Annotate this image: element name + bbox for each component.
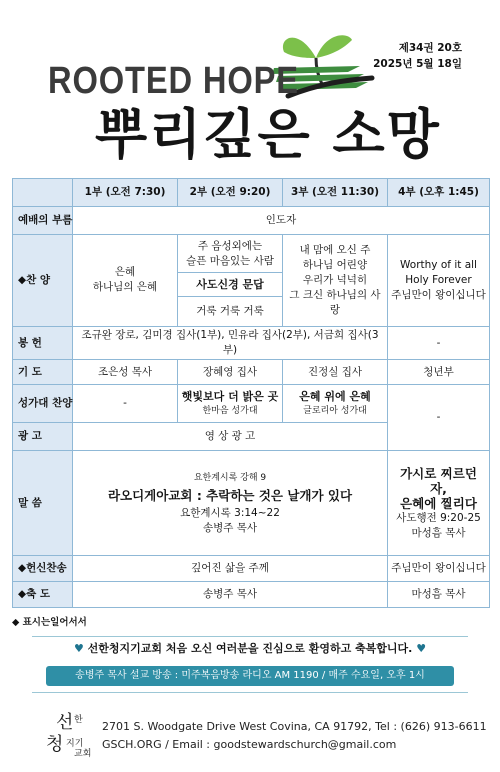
sermon-series: 요한계시록 강해 9 [193,472,267,483]
choir-service-3 [283,384,388,423]
row-label-announcements: 광 고 [13,423,73,451]
stand-marker-icon: ◆ [12,617,23,628]
worship-order-table [12,178,490,608]
logo-char: 한 [74,715,83,725]
table-row-benediction [13,582,490,608]
stand-marker-icon: ◆ [18,562,27,575]
hymn-line: Worthy of it all [400,258,477,271]
column-header-service-3: 3부 (오전 11:30) [283,179,388,207]
logo-char: 교회 [74,749,92,759]
hymn-service-2-holy: 거룩 거룩 거룩 [178,296,283,326]
sermon-4-title: 가시로 찌르던 자, [400,465,477,496]
broadcast-banner: 송병주 목사 설교 방송 : 미주복음방송 라디오 AM 1190 / 매주 수요일, 오후 1시 [46,666,454,686]
bulletin-header [0,0,500,172]
church-web-email: GSCH.ORG / Email : goodstewardschurch@gmail.com [102,738,397,751]
title-english: ROOTED HOPE [48,60,299,102]
sermon-scripture: 요한계시록 3:14~22 [180,506,280,519]
call-value: 인도자 [73,206,490,234]
sermon-main [73,451,388,556]
divider [32,636,468,637]
hymn-line: Holy Forever [405,273,472,286]
table-row-hymn [13,234,490,273]
prayer-service-3: 진정실 집사 [283,360,388,385]
table-row-prayer [13,360,490,385]
offering-service-4: - [388,326,490,359]
creed-qa: 사도신경 문답 [178,273,283,297]
sermon-4-scripture: 사도행전 9:20-25 [396,511,481,524]
choir-song-title: 햇빛보다 더 밝은 곳 [181,389,279,403]
row-label-offering-service: 봉 헌 [13,326,73,359]
title-korean: 뿌리깊은 소망 [95,103,441,166]
heart-icon: ♥ [73,642,84,655]
sermon-preacher: 송병주 목사 [202,521,258,534]
stand-marker-icon: ◆ [18,273,27,286]
column-header-service-1: 1부 (오전 7:30) [73,179,178,207]
choir-name: 글로리아 성가대 [303,405,367,416]
sermon-4-preacher: 마성흠 목사 [411,526,466,539]
choir-service-2 [178,384,283,423]
hymn-line: 하나님 어린양 [302,258,368,271]
hymn-service-1 [73,234,178,326]
hymn-line: 그 크신 하나님의 사랑 [289,288,381,316]
table-corner-cell [13,179,73,207]
benediction-value: 송병주 목사 [73,582,388,608]
hymn-label-text: 찬 양 [26,273,51,286]
choir-song-title: 은혜 위에 은혜 [299,389,371,403]
row-label-choir: 성가대 찬양 [13,384,73,423]
prayer-service-2: 장혜영 집사 [178,360,283,385]
table-row-offering-service [13,326,490,359]
column-header-service-2: 2부 (오전 9:20) [178,179,283,207]
benediction-label-text: 축 도 [26,588,51,601]
hymn-service-2-songs [178,234,283,273]
row-label-call: 예배의 부름 [13,206,73,234]
welcome-text: 선한청지기교회 처음 오신 여러분을 진심으로 환영하고 축복합니다. [87,642,413,655]
contact-info [102,718,487,754]
volume-number: 제34권 20호 [398,42,462,54]
row-label-dedication [13,556,73,582]
dedication-service-4: 주님만이 왕이십니다 [388,556,490,582]
hymn-line: 은혜 [114,266,136,279]
row-label-sermon: 말 씀 [13,451,73,556]
church-address: 2701 S. Woodgate Drive West Covina, CA 91792, Tel : (626) 913-6611 [102,720,487,733]
hymn-service-3 [283,234,388,326]
sermon-title: 라오디게아교회 : 추락하는 것은 날개가 있다 [107,487,353,503]
stand-footnote [12,614,87,628]
logo-char: 지기 [66,739,84,749]
dedication-value: 깊어진 삶을 주께 [73,556,388,582]
hymn-line: 주 음성외에는 [197,239,263,252]
issue-info [373,40,462,72]
choir-name: 한마음 성가대 [202,405,258,416]
hymn-line: 주님만이 왕이십니다 [391,288,486,301]
stand-marker-icon: ◆ [18,588,27,601]
table-row-dedication [13,556,490,582]
logo-char: 선 [56,712,74,733]
logo-char: 청 [46,734,64,755]
sermon-4-title: 은혜에 찔리다 [400,495,477,511]
hymn-service-4 [388,234,490,326]
divider [32,692,468,693]
sermon-service-4 [388,451,490,556]
row-label-prayer: 기 도 [13,360,73,385]
prayer-service-1: 조은성 목사 [73,360,178,385]
column-header-service-4: 4부 (오후 1:45) [388,179,490,207]
table-header-row [13,179,490,207]
choir-service-1: - [73,384,178,423]
heart-icon: ♥ [416,642,427,655]
church-logo [46,708,96,760]
table-row-call-to-worship [13,206,490,234]
table-row-sermon [13,451,490,556]
welcome-message [32,640,468,662]
footnote-text: 표시는일어서서 [22,617,87,628]
choir-service-4: - [388,384,490,450]
hymn-line: 하나님의 은혜 [92,281,158,294]
issue-date: 2025년 5월 18일 [373,58,462,70]
hymn-line: 내 맘에 오신 주 [299,243,371,256]
dedication-label-text: 헌신찬송 [26,562,67,575]
prayer-service-4: 청년부 [388,360,490,385]
benediction-service-4: 마성흠 목사 [388,582,490,608]
hymn-line: 우리가 넉넉히 [302,273,368,286]
row-label-benediction [13,582,73,608]
hymn-line: 슬픈 마음있는 사람 [186,254,274,267]
table-row-choir [13,384,490,423]
row-label-hymn [13,234,73,326]
announcements-value: 영 상 광 고 [73,423,388,451]
offering-service-value: 조규완 장로, 김미경 집사(1부), 민유라 집사(2부), 서금희 집사(3부) [73,326,388,359]
